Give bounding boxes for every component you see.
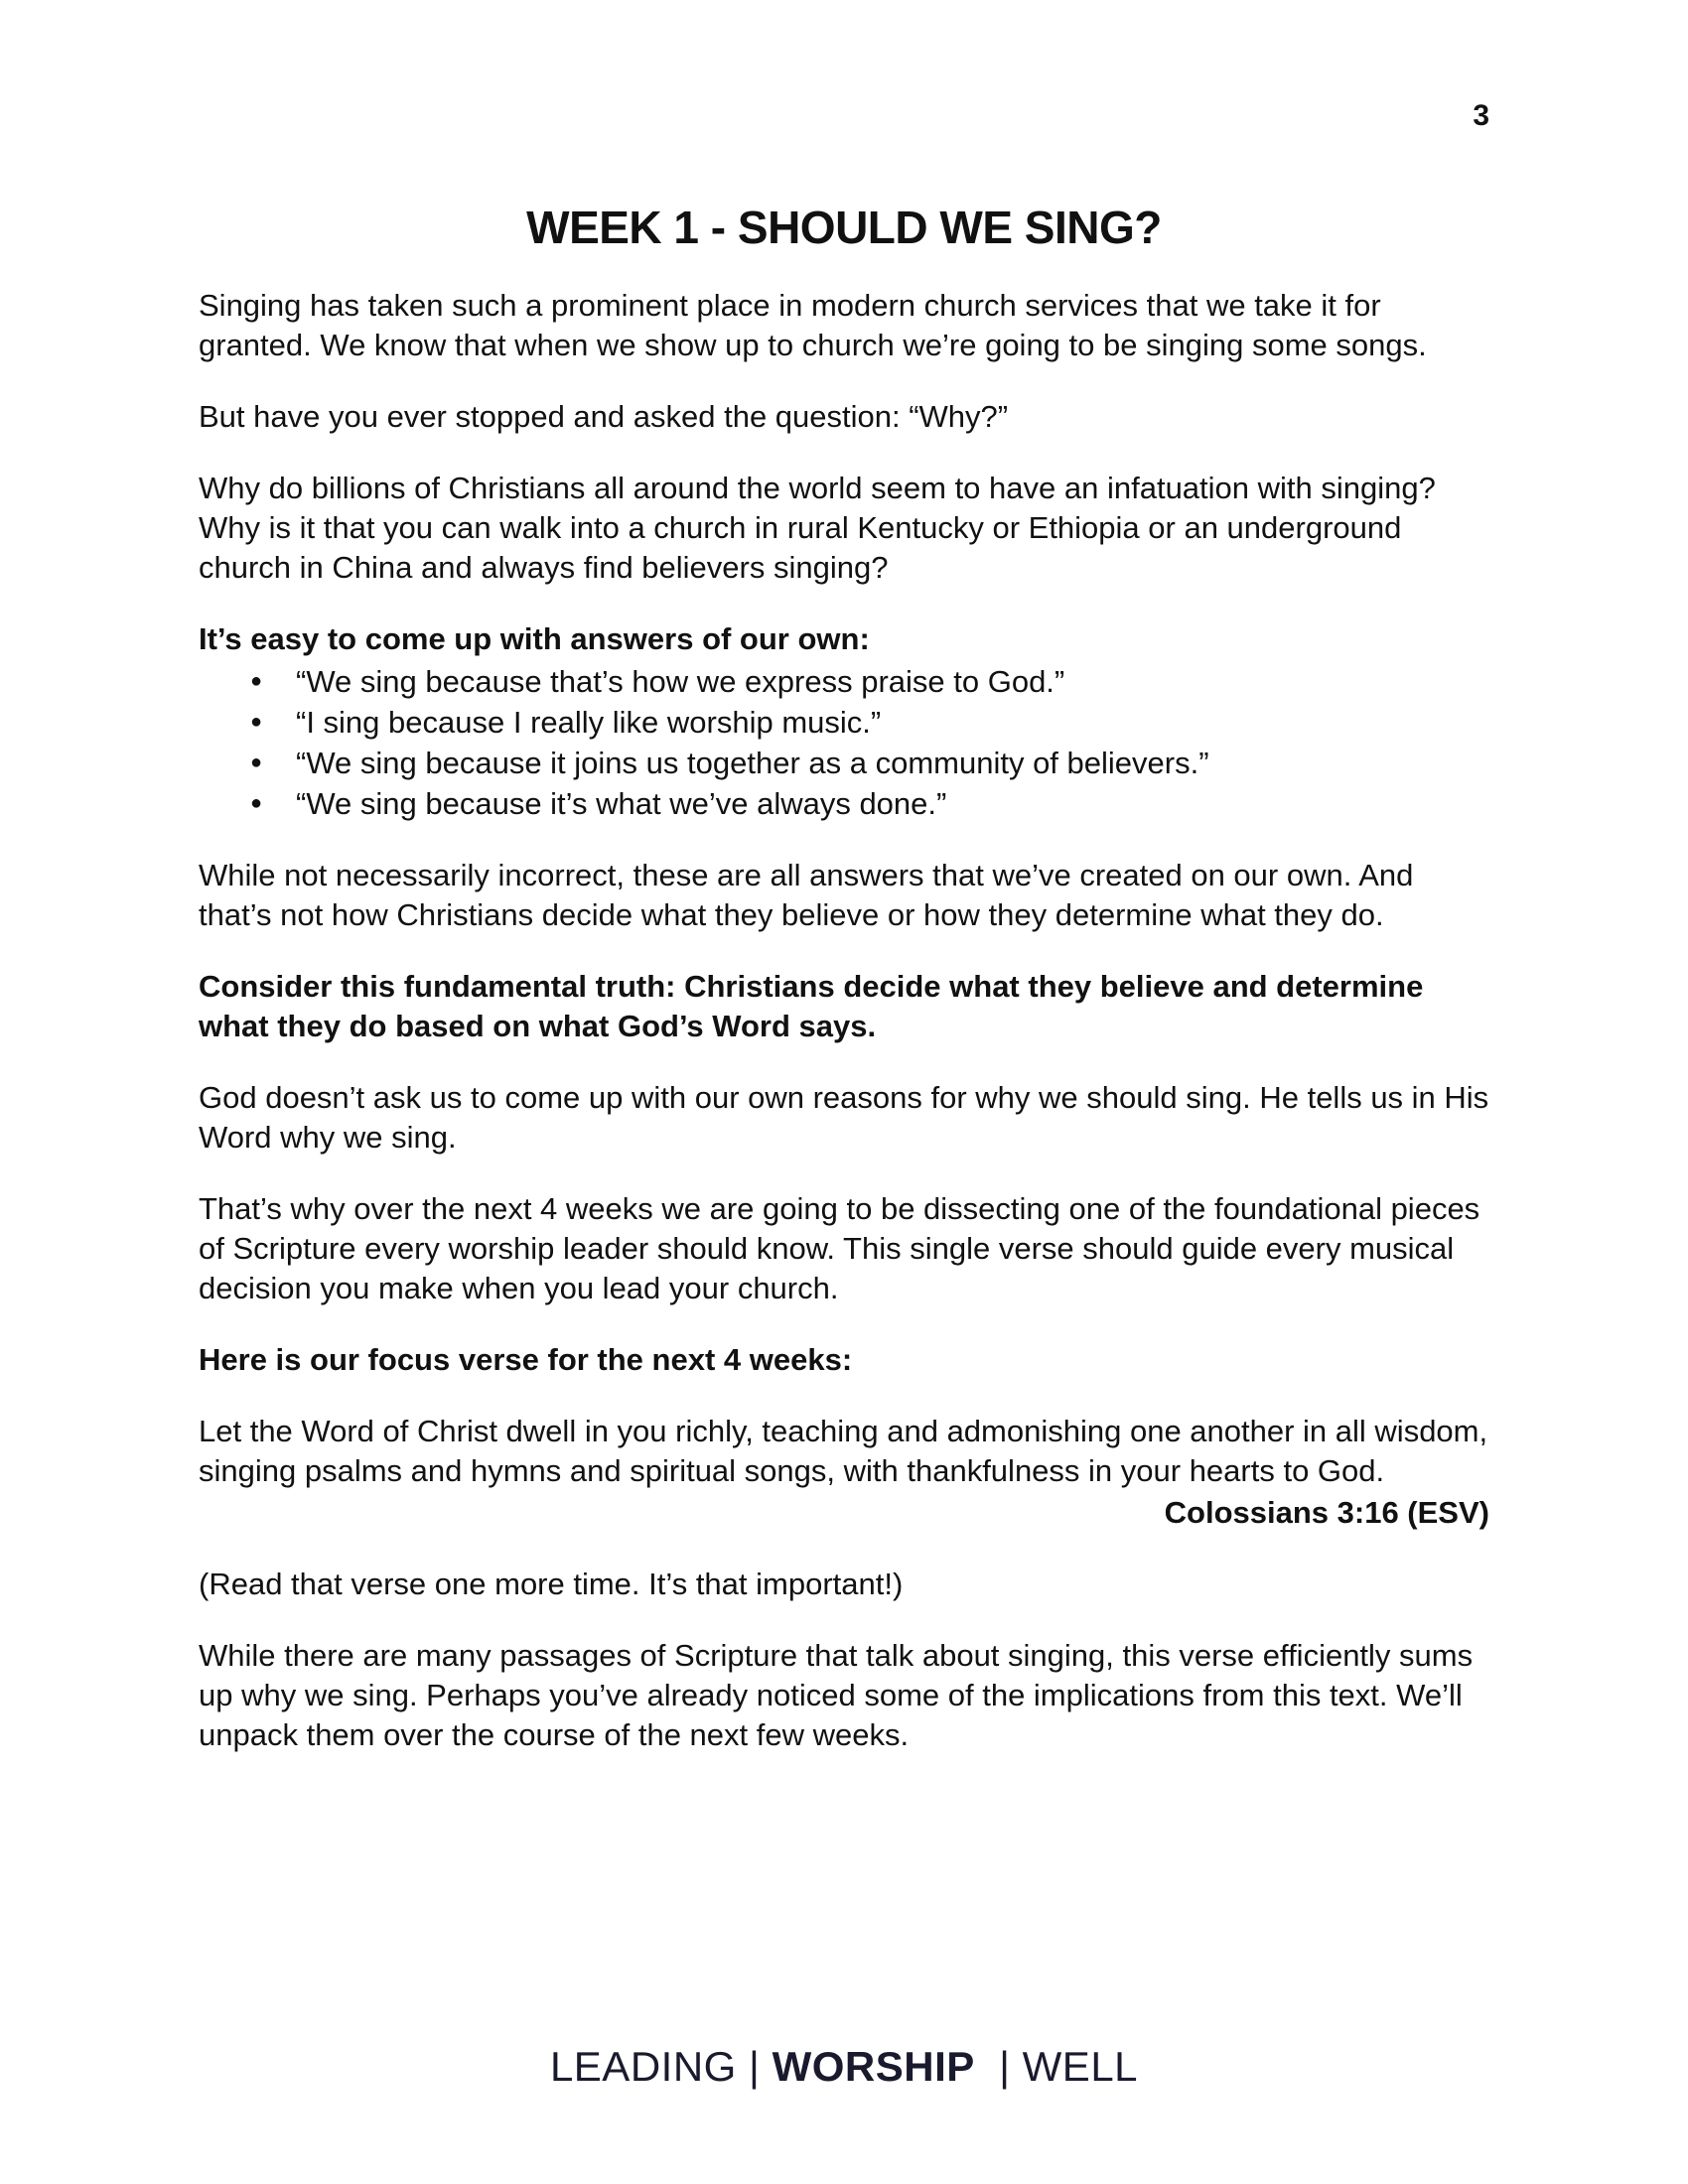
intro-paragraph: Singing has taken such a prominent place in modern church services that we take it for granted. We know that when we show up to church we’re going to be singing some songs. — [199, 288, 1427, 362]
bullet-icon: ● — [250, 751, 263, 773]
list-item — [250, 661, 1489, 702]
focus-verse-heading: Here is our focus verse for the next 4 weeks: — [199, 1342, 853, 1377]
gods-word-paragraph: God doesn’t ask us to come up with our own reasons for why we should sing. He tells us in His Word why we sing. — [199, 1080, 1489, 1155]
question-paragraph: But have you ever stopped and asked the question: “Why?” — [199, 399, 1009, 434]
list-item — [250, 743, 1489, 783]
bullet-icon: ● — [250, 711, 263, 733]
incorrect-answers-paragraph: While not necessarily incorrect, these are all answers that we’ve created on our own. And that’s not how Christians decide what they believe or how they determine what they do. — [199, 858, 1414, 932]
page-number: 3 — [1473, 99, 1489, 132]
fundamental-truth-paragraph: Consider this fundamental truth: Christians decide what they believe and determine what they do based on what God’s Word says. — [199, 969, 1424, 1043]
list-item — [250, 702, 1489, 743]
answers-heading: It’s easy to come up with answers of our own: — [199, 621, 870, 656]
list-item-text: “We sing because it’s what we’ve always done.” — [296, 786, 947, 821]
focus-verse: Let the Word of Christ dwell in you richly, teaching and admonishing one another in all wisdom, singing psalms and hymns and spiritual songs, with thankfulness in your hearts to God. — [199, 1414, 1488, 1488]
bullet-icon: ● — [250, 792, 263, 814]
answers-list — [199, 661, 1489, 824]
verse-citation: Colossians 3:16 (ESV) — [1164, 1495, 1489, 1530]
footer-well: | WELL — [974, 2043, 1139, 2090]
bullet-icon: ● — [250, 670, 263, 692]
next-weeks-paragraph: That’s why over the next 4 weeks we are going to be dissecting one of the foundational pieces of Scripture every worship leader should know. This single verse should guide every musical decision you make when you lead your church. — [199, 1191, 1480, 1305]
list-item — [250, 783, 1489, 824]
closing-paragraph: While there are many passages of Scripture that talk about singing, this verse efficiently sums up why we sing. Perhaps you’ve already noticed some of the implications from this text. We’ll unpack them over the course of the next few weeks. — [199, 1638, 1474, 1752]
footer-brand — [0, 2043, 1688, 2091]
body-content — [199, 286, 1489, 1787]
footer-leading: LEADING | — [549, 2043, 773, 2090]
list-item-text: “We sing because it joins us together as a community of believers.” — [296, 746, 1209, 780]
list-item-text: “I sing because I really like worship music.” — [296, 705, 882, 740]
list-item-text: “We sing because that’s how we express praise to God.” — [296, 664, 1065, 699]
reread-paragraph: (Read that verse one more time. It’s that important!) — [199, 1567, 904, 1601]
footer-worship: WORSHIP — [772, 2043, 975, 2090]
page-title: WEEK 1 - SHOULD WE SING? — [526, 202, 1162, 253]
why-paragraph: Why do billions of Christians all around the world seem to have an infatuation with singing? Why is it that you can walk into a church in rural Kentucky or Ethiopia or an underground church in China and always find believers singing? — [199, 471, 1436, 585]
